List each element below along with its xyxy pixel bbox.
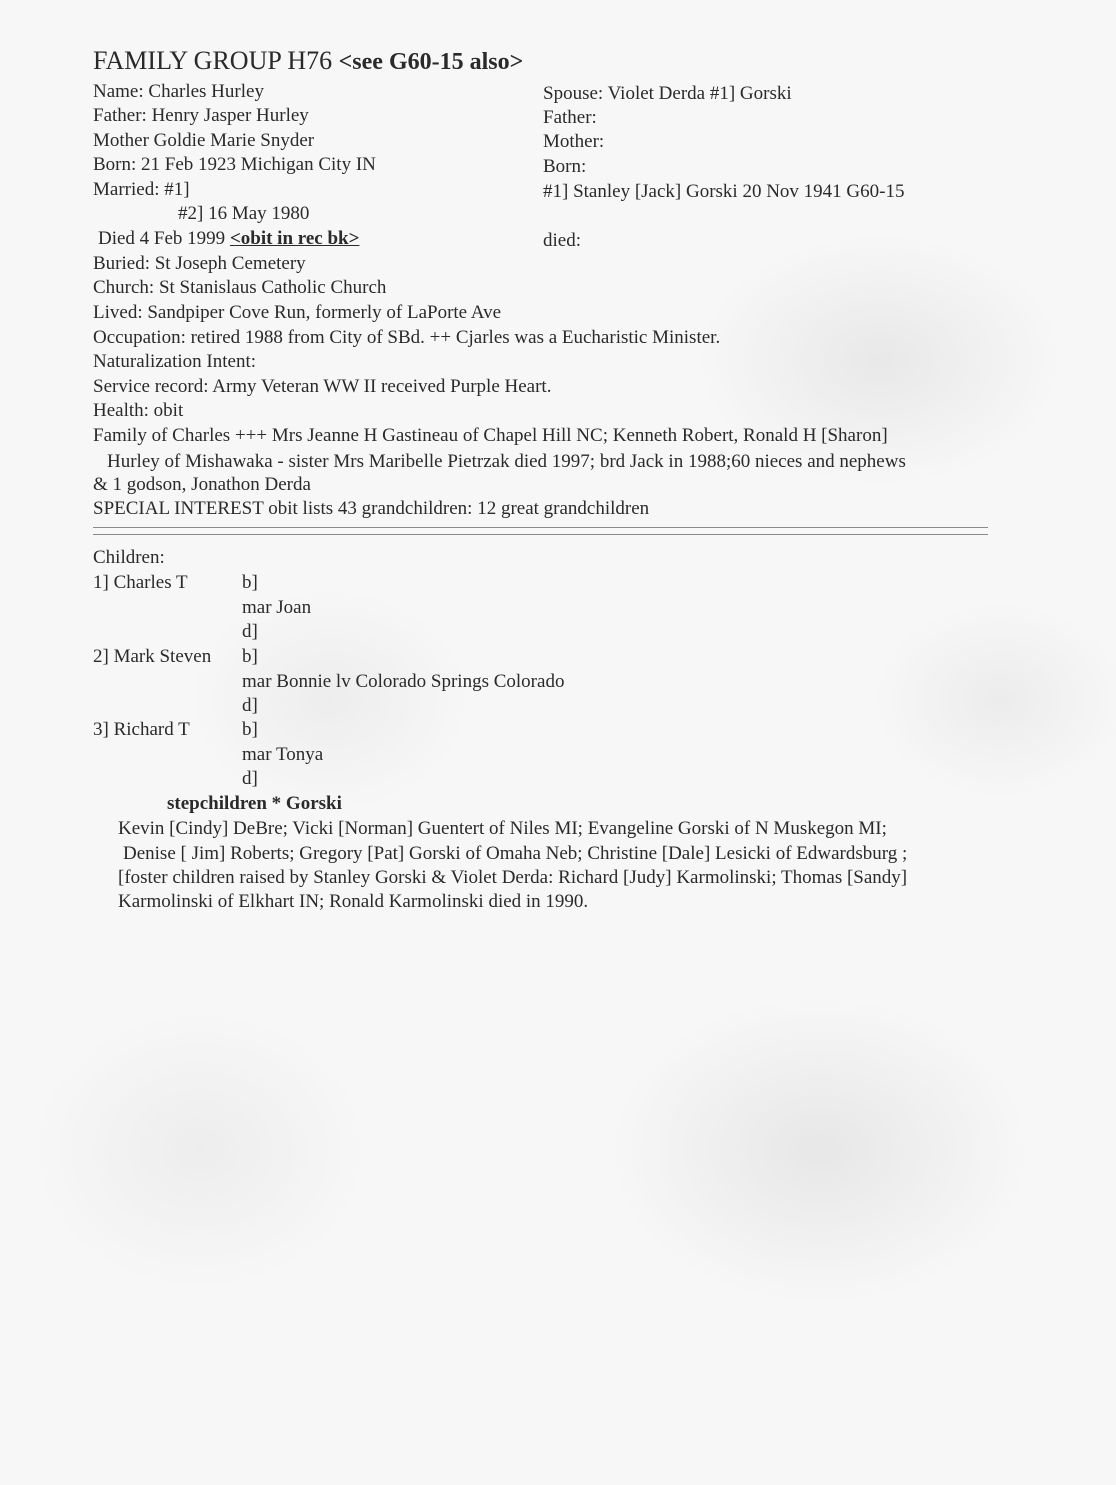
child-born: b] — [242, 719, 258, 740]
child-name: 1] Charles T — [93, 572, 188, 593]
child-married: mar Bonnie lv Colorado Springs Colorado — [242, 671, 565, 692]
spouse-died-line: died: — [543, 230, 581, 251]
spouse-line: Spouse: Violet Derda #1] Gorski — [543, 83, 792, 104]
occupation-line: Occupation: retired 1988 from City of SBd. ++ Cjarles was a Eucharistic Minister. — [93, 327, 721, 348]
child-died: d] — [242, 695, 258, 716]
married-line-2: #2] 16 May 1980 — [178, 203, 310, 224]
service-record-line: Service record: Army Veteran WW II received Purple Heart. — [93, 376, 552, 397]
cross-reference: <see G60-15 also> — [338, 49, 524, 75]
family-group-id: FAMILY GROUP H76 — [93, 46, 333, 75]
name-line: Name: Charles Hurley — [93, 81, 264, 102]
lived-line: Lived: Sandpiper Cove Run, formerly of LaPorte Ave — [93, 302, 502, 323]
child-name: 2] Mark Steven — [93, 646, 212, 667]
buried-line: Buried: St Joseph Cemetery — [93, 253, 306, 274]
stepchildren-line-4: Karmolinski of Elkhart IN; Ronald Karmolinski died in 1990. — [118, 891, 589, 912]
child-born: b] — [242, 646, 258, 667]
spouse-mother-line: Mother: — [543, 131, 605, 152]
double-divider — [93, 527, 988, 535]
child-name: 3] Richard T — [93, 719, 190, 740]
church-line: Church: St Stanislaus Catholic Church — [93, 277, 387, 298]
married-line-1: Married: #1] — [93, 179, 190, 200]
page-title — [93, 46, 523, 77]
died-text: Died 4 Feb 1999 — [98, 228, 226, 249]
spouse-father-line: Father: — [543, 107, 597, 128]
stepchildren-line-3: [foster children raised by Stanley Gorski & Violet Derda: Richard [Judy] Karmolinski; Thomas [Sandy] — [118, 867, 908, 888]
stepchildren-line-1: Kevin [Cindy] DeBre; Vicki [Norman] Guentert of Niles MI; Evangeline Gorski of N Muskegon MI; — [118, 818, 887, 839]
health-line: Health: obit — [93, 400, 184, 421]
child-married: mar Tonya — [242, 744, 324, 765]
spouse-previous-marriage: #1] Stanley [Jack] Gorski 20 Nov 1941 G60-15 — [543, 181, 905, 202]
mother-line: Mother Goldie Marie Snyder — [93, 130, 315, 151]
family-of-line-3: & 1 godson, Jonathon Derda — [93, 474, 311, 495]
spouse-born-line: Born: — [543, 156, 587, 177]
child-married: mar Joan — [242, 597, 312, 618]
child-died: d] — [242, 621, 258, 642]
naturalization-line: Naturalization Intent: — [93, 351, 257, 372]
family-of-line-1: Family of Charles +++ Mrs Jeanne H Gastineau of Chapel Hill NC; Kenneth Robert, Ronald H [Sharon] — [93, 425, 888, 446]
child-died: d] — [242, 768, 258, 789]
special-interest-line: SPECIAL INTEREST obit lists 43 grandchildren: 12 great grandchildren — [93, 498, 650, 519]
father-line: Father: Henry Jasper Hurley — [93, 105, 309, 126]
obit-reference: <obit in rec bk> — [229, 228, 360, 249]
died-line — [98, 227, 359, 251]
family-of-line-2: Hurley of Mishawaka - sister Mrs Maribelle Pietrzak died 1997; brd Jack in 1988;60 nieces and nephews — [107, 451, 906, 472]
stepchildren-line-2: Denise [ Jim] Roberts; Gregory [Pat] Gorski of Omaha Neb; Christine [Dale] Lesicki of Edwardsburg ; — [123, 843, 908, 864]
stepchildren-heading: stepchildren * Gorski — [167, 793, 342, 814]
born-line: Born: 21 Feb 1923 Michigan City IN — [93, 154, 376, 175]
children-heading: Children: — [93, 547, 165, 568]
child-born: b] — [242, 572, 258, 593]
